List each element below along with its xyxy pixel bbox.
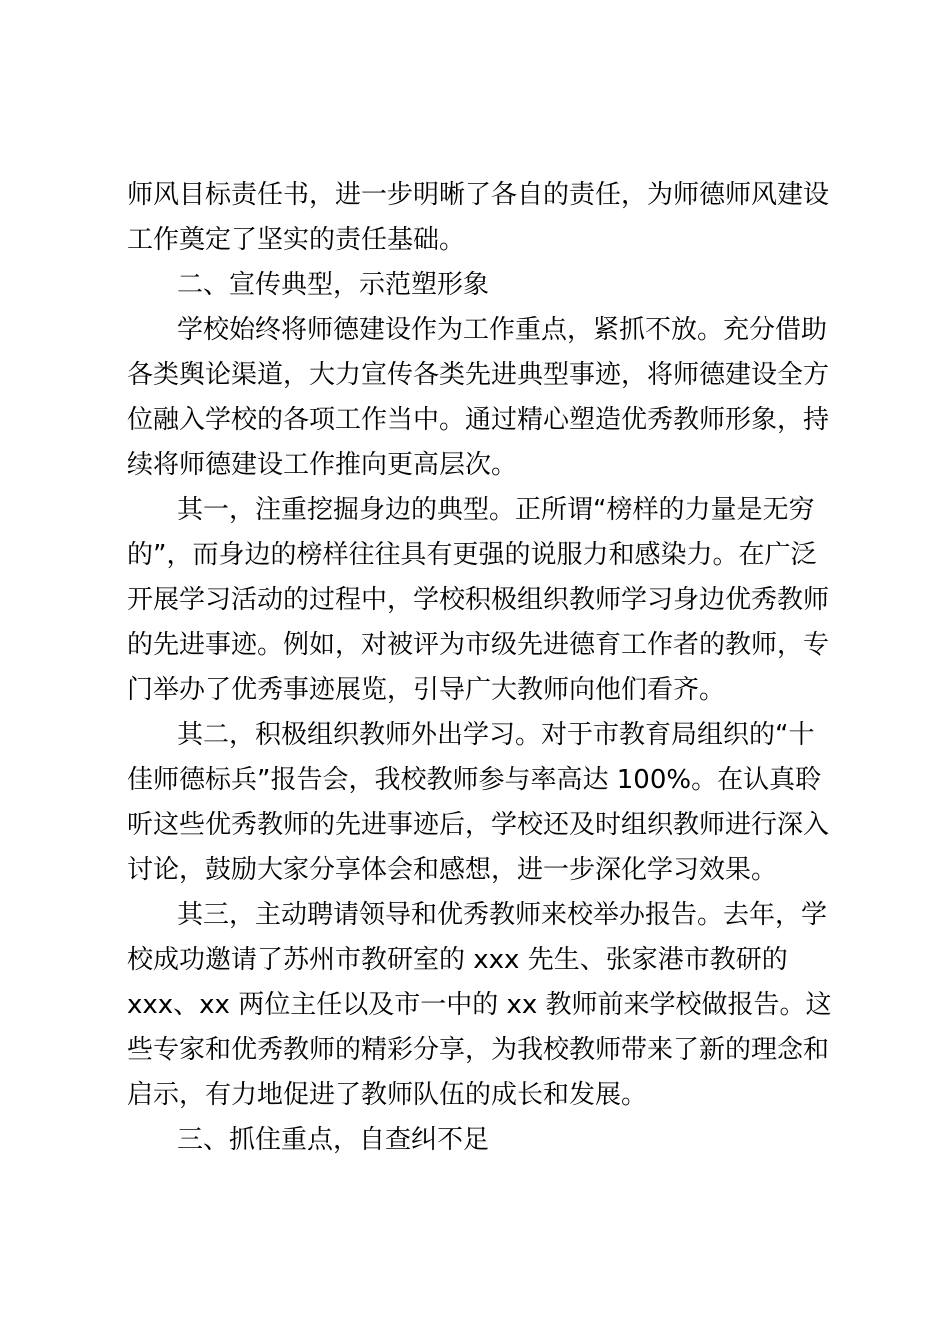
text-line: 佳师德标兵”报告会，我校教师参与率高达 100%。在认真聆 xyxy=(127,765,822,795)
text-line: 各类舆论渠道，大力宣传各类先进典型事迹，将师德建设全方 xyxy=(127,360,830,390)
text-line: 位融入学校的各项工作当中。通过精心塑造优秀教师形象，持 xyxy=(127,405,830,435)
text-line: 讨论，鼓励大家分享体会和感想，进一步深化学习效果。 xyxy=(127,855,778,885)
text-line: 校成功邀请了苏州市教研室的 xxx 先生、张家港市教研的 xyxy=(127,945,788,975)
paragraph-line: 其一，注重挖掘身边的典型。正所谓“榜样的力量是无穷 xyxy=(177,495,815,525)
text-line: 启示，有力地促进了教师队伍的成长和发展。 xyxy=(127,1080,648,1110)
text-line: 师风目标责任书，进一步明晰了各自的责任，为师德师风建设 xyxy=(127,180,830,210)
text-line: xxx、xx 两位主任以及市一中的 xx 教师前来学校做报告。这 xyxy=(127,990,832,1020)
section-heading: 二、宣传典型，示范塑形象 xyxy=(177,270,490,300)
text-line: 的先进事迹。例如，对被评为市级先进德育工作者的教师，专 xyxy=(127,630,830,660)
text-line: 工作奠定了坚实的责任基础。 xyxy=(127,225,466,255)
text-line: 开展学习活动的过程中，学校积极组织教师学习身边优秀教师 xyxy=(127,585,830,615)
text-line: 听这些优秀教师的先进事迹后，学校还及时组织教师进行深入 xyxy=(127,810,830,840)
section-heading: 三、抓住重点，自查纠不足 xyxy=(177,1125,490,1155)
paragraph-line: 其二，积极组织教师外出学习。对于市教育局组织的“十 xyxy=(177,720,815,750)
paragraph-line: 学校始终将师德建设作为工作重点，紧抓不放。充分借助 xyxy=(177,315,828,345)
text-line: 的”，而身边的榜样往往具有更强的说服力和感染力。在广泛 xyxy=(127,540,817,570)
text-line: 续将师德建设工作推向更高层次。 xyxy=(127,450,518,480)
text-line: 门举办了优秀事迹展览，引导广大教师向他们看齐。 xyxy=(127,675,726,705)
text-line: 些专家和优秀教师的精彩分享，为我校教师带来了新的理念和 xyxy=(127,1035,830,1065)
paragraph-line: 其三，主动聘请领导和优秀教师来校举办报告。去年，学 xyxy=(177,900,828,930)
